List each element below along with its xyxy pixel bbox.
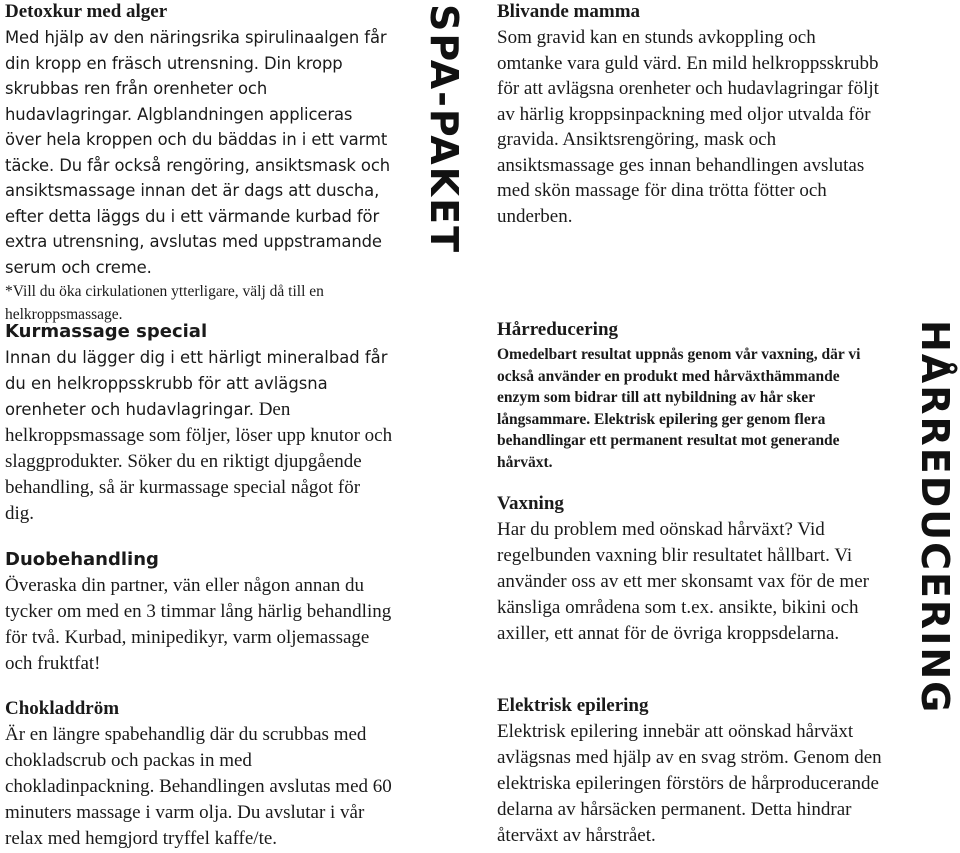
kurmassage-body-serif: Den helkroppsmassage som följer, löser upp knutor och slaggprodukter. Söker du en riktigt djupgående behandling, så är kurmassage special något för dig.	[5, 399, 393, 524]
harreducering-heading: Hårreducering	[497, 319, 619, 340]
detox-heading: Detoxkur med alger	[5, 1, 168, 22]
blivande-section	[497, 0, 885, 229]
duo-section	[5, 548, 393, 677]
elektrisk-body: Elektrisk epilering innebär att oönskad hårväxt avlägsnas med hjälp av en svag ström. Genom den elektriska epileringen förstörs de hårproducerande delarna av hårsäcken permanent. Detta hindrar återväxt av hårstrået.	[497, 721, 882, 846]
kurmassage-heading: Kurmassage special	[5, 321, 208, 342]
detox-body: Med hjälp av den näringsrika spirulinaalgen får din kropp en fräsch utrensning. Din kropp skrubbas ren från orenheter och hudavlagringar. Algblandningen appliceras över hela kroppen och du bäddas in i ett varmt täcke. Du får också rengöring, ansiktsmask och ansiktsmassage innan det är dags att duscha, efter detta läggs du i ett värmande kurbad för extra utrensning, avslutas med uppstramande serum och creme.	[5, 28, 391, 277]
elektrisk-section	[497, 694, 885, 849]
harreducering-body: Omedelbart resultat uppnås genom vår vaxning, där vi också använder en produkt med hårväxthämmande enzym som bidrar till att nybildning av hår sker långsammare. Elektrisk epilering ger genom flera behandlingar ett permanent resultat mot generande hårväxt.	[497, 346, 861, 471]
duo-body: Överaska din partner, vän eller någon annan du tycker om med en 3 timmar lång härlig behandling för två. Kurbad, minipedikyr, varm oljemassage och fruktfat!	[5, 575, 392, 674]
vaxning-body: Har du problem med oönskad hårväxt? Vid regelbunden vaxning blir resultatet hållbart. Vi använder oss av ett mer skonsamt vax för de mer känsliga områdena som t.ex. ansikte, bikini och axiller, ett annat för de övriga kroppsdelarna.	[497, 519, 869, 644]
elektrisk-heading: Elektrisk epilering	[497, 695, 649, 716]
blivande-heading: Blivande mamma	[497, 1, 641, 22]
harreducering-section	[497, 318, 885, 473]
duo-heading: Duobehandling	[5, 549, 159, 570]
vaxning-heading: Vaxning	[497, 493, 564, 514]
choklad-body: Är en längre spabehandlig där du scrubbas med chokladscrub och packas in med chokladinpackning. Behandlingen avslutas med 60 minuters massage i varm olja. Du avslutar i vår relax med hemgjord tryffel kaffe/te.	[5, 724, 392, 849]
vaxning-section	[497, 492, 885, 647]
spa-paket-title: SPA-PAKET	[422, 4, 466, 255]
blivande-body: Som gravid kan en stunds avkoppling och omtanke vara guld värd. En mild helkroppsskrubb för att avlägsna orenheter och hudavlagringar följt av härlig kroppsinpackning med oljor utvalda för gravida. Ansiktsrengöring, mask och ansiktsmassage ges innan behandlingen avslutas med skön massage för dina trötta fötter och underben.	[497, 27, 879, 227]
choklad-heading: Chokladdröm	[5, 698, 120, 719]
detox-section	[5, 0, 393, 326]
detox-note: *Vill du öka cirkulationen ytterligare, välj då till en helkroppsmassage.	[5, 283, 324, 323]
kurmassage-section	[5, 320, 393, 527]
kurmassage-body-sans: Innan du lägger dig i ett härligt mineralbad får du en helkroppsskrubb för att avlägsna orenheter och hudavlagringar.	[5, 348, 388, 419]
kurmassage-body	[5, 345, 393, 527]
harreducering-title: HÅRREDUCERING	[913, 320, 957, 715]
choklad-section	[5, 697, 393, 852]
